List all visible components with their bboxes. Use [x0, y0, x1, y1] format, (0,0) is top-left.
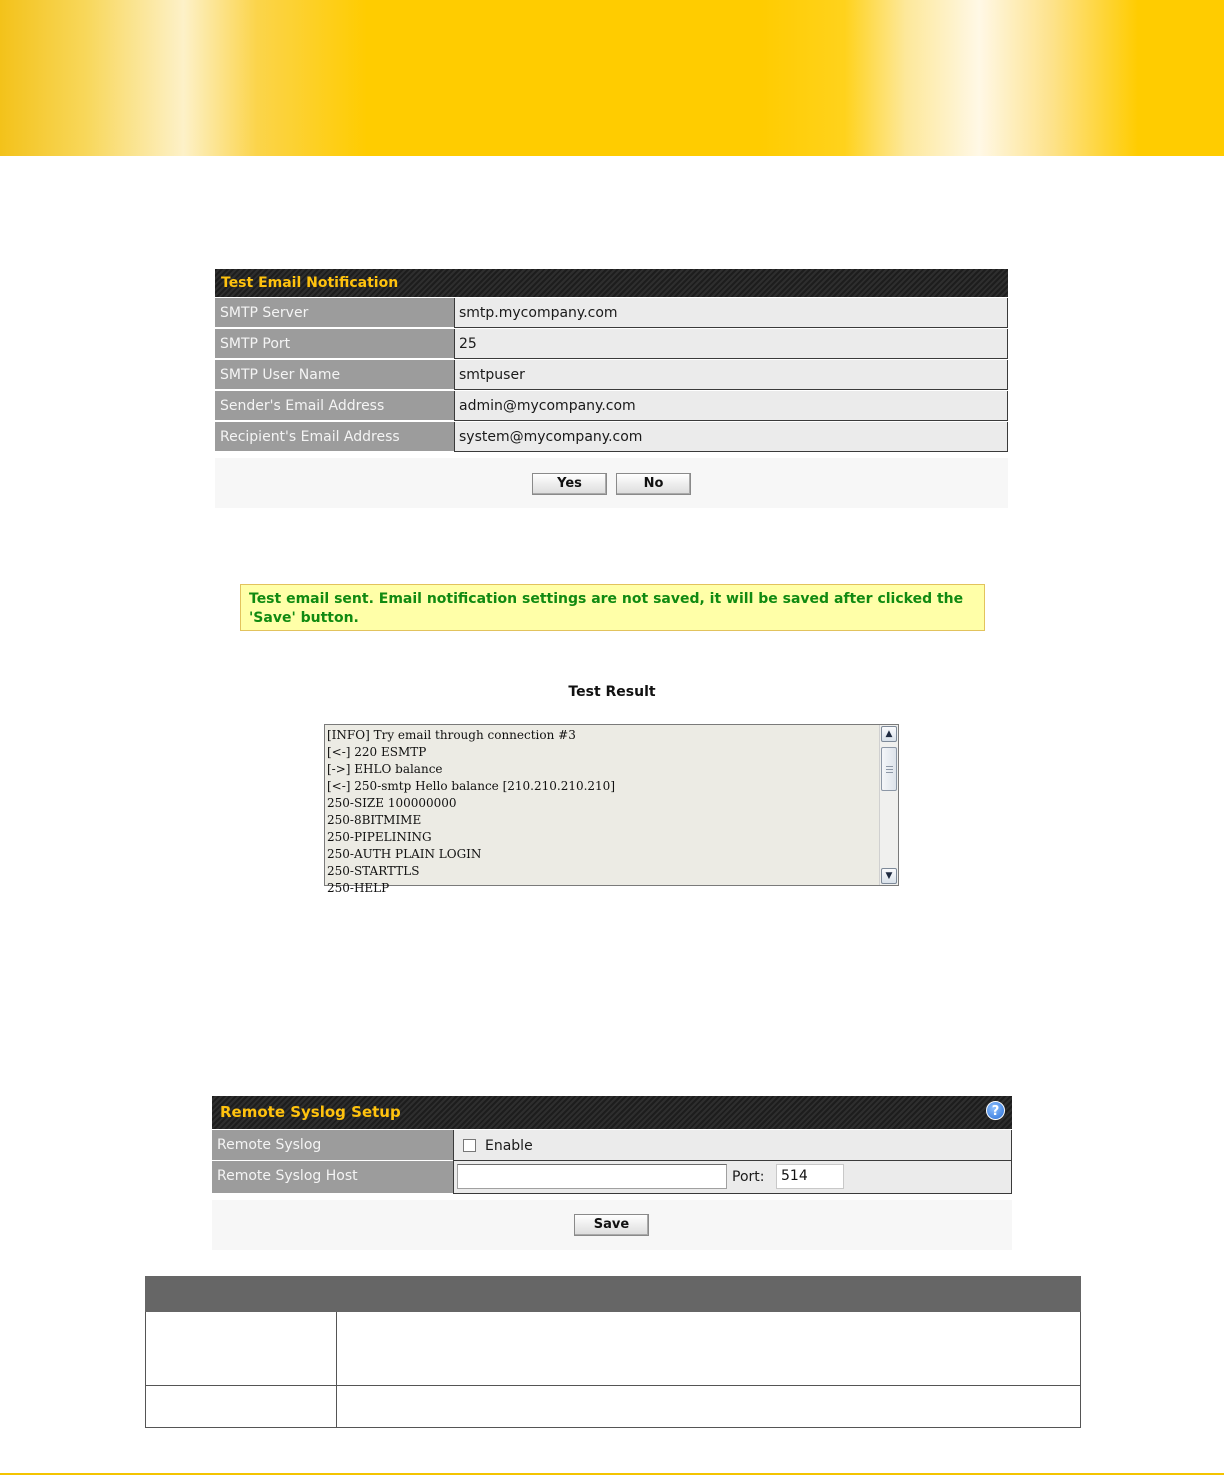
port-input[interactable]: 514 — [776, 1164, 844, 1189]
test-result-log-text: [INFO] Try email through connection #3 [<-] 220 ESMTP [->] EHLO balance [<-] 250-smtp Hello balance [210.210.210.210] 250-SIZE 100000000 250-8BITMIME 250-PIPELINING 250-AUTH PLAIN LOGIN 250-STARTTLS 250-HELP — [327, 728, 615, 895]
help-icon[interactable]: ? — [986, 1101, 1005, 1120]
remote-syslog-label: Remote Syslog — [212, 1130, 453, 1161]
syslog-host-value — [453, 1161, 1012, 1194]
enable-label: Enable — [485, 1138, 533, 1154]
test-email-notice: Test email sent. Email notification settings are not saved, it will be saved after clicked the 'Save' button. — [240, 584, 985, 631]
doc-table — [145, 1312, 1081, 1428]
syslog-host-input[interactable] — [457, 1164, 727, 1189]
footer-line — [0, 1473, 1224, 1475]
test-result-title: Test Result — [568, 684, 656, 700]
syslog-panel-title — [212, 1096, 1012, 1129]
header-banner — [0, 0, 1224, 156]
recipient-email-row — [215, 422, 1008, 452]
test-result-log[interactable] — [324, 724, 899, 895]
smtp-server-value: smtp.mycompany.com — [454, 298, 1008, 328]
grip-line-icon — [886, 766, 893, 767]
syslog-host-label: Remote Syslog Host — [212, 1161, 453, 1194]
scroll-down-icon[interactable]: ▼ — [881, 868, 897, 884]
port-label: Port: — [732, 1169, 765, 1185]
scroll-up-icon[interactable]: ▲ — [881, 726, 897, 742]
test-email-panel-title — [215, 269, 1008, 297]
doc-table-header — [145, 1276, 1081, 1312]
syslog-button-bar — [212, 1200, 1012, 1250]
smtp-user-label: SMTP User Name — [215, 360, 454, 390]
recipient-email-label: Recipient's Email Address — [215, 422, 454, 452]
doc-table-divider — [336, 1312, 337, 1428]
smtp-port-value: 25 — [454, 329, 1008, 359]
syslog-host-row — [212, 1161, 1012, 1194]
sender-email-label: Sender's Email Address — [215, 391, 454, 421]
smtp-server-row — [215, 298, 1008, 328]
recipient-email-value: system@mycompany.com — [454, 422, 1008, 452]
smtp-port-label: SMTP Port — [215, 329, 454, 359]
syslog-title-text: Remote Syslog Setup — [220, 1103, 401, 1121]
test-email-button-bar — [215, 458, 1008, 508]
sender-email-row — [215, 391, 1008, 421]
save-button[interactable]: Save — [574, 1214, 649, 1236]
smtp-user-value: smtpuser — [454, 360, 1008, 390]
doc-table-row-separator — [146, 1385, 1080, 1386]
yes-button[interactable]: Yes — [532, 473, 607, 495]
smtp-user-row — [215, 360, 1008, 390]
no-button[interactable]: No — [616, 473, 691, 495]
grip-line-icon — [886, 769, 893, 770]
remote-syslog-value — [453, 1130, 1012, 1161]
smtp-server-label: SMTP Server — [215, 298, 454, 328]
remote-syslog-row — [212, 1130, 1012, 1161]
log-scrollbar[interactable] — [879, 725, 898, 885]
grip-line-icon — [886, 772, 893, 773]
enable-checkbox[interactable] — [463, 1139, 476, 1152]
sender-email-value: admin@mycompany.com — [454, 391, 1008, 421]
test-email-title-text: Test Email Notification — [221, 275, 399, 291]
scroll-thumb[interactable] — [881, 747, 897, 791]
smtp-port-row — [215, 329, 1008, 359]
